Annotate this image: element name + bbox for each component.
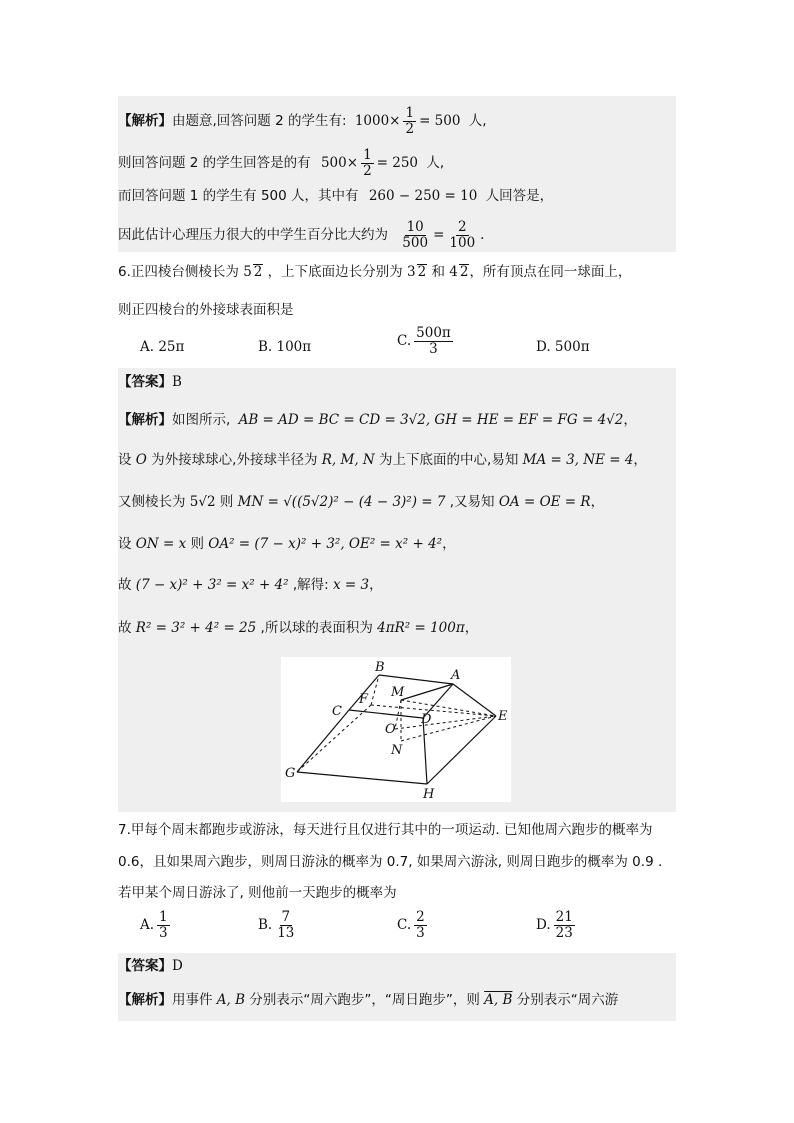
frustum-figure (281, 657, 511, 802)
label-G: G (285, 766, 296, 781)
q7-option-c: C. $\frac{2}{3}$ (397, 909, 425, 941)
q5-analysis-line-4: 因此估计心理压力很大的中学生百分比大约为 $\frac{10}{500}$ = $\frac{2}{100}$ . (118, 219, 485, 251)
q7-answer-line (118, 956, 183, 976)
label-B: B (375, 660, 385, 675)
q7-stem-line-2: 0.6，且如果周六跑步，则周日游泳的概率为 0.7, 如果周六游泳, 则周日跑步的概率为 0.9 . (118, 854, 663, 870)
q6-option-a: A. 25π (140, 339, 185, 355)
fraction: $\frac{1}{2}$ (405, 105, 415, 137)
edge-AE (453, 684, 496, 716)
fraction: $\frac{2}{100}$ (449, 219, 476, 251)
label-F: F (359, 692, 369, 707)
q6-option-b: B. 100π (258, 339, 312, 355)
hidden-segment-ME (401, 700, 496, 716)
hidden-segment-NE (401, 716, 496, 741)
edge-GH (297, 772, 427, 784)
fraction: $\frac{2}{3}$ (416, 909, 425, 941)
edge-DC (349, 710, 423, 718)
fraction: $\frac{1}{2}$ (363, 147, 372, 179)
label-A: A (451, 668, 461, 683)
q6-analysis-line-5: 故 (7 − x)² + 3² = x² + 4² ,解得: x = 3， (118, 577, 383, 593)
q6-analysis-line-4: 设 ON = x 则 OA² = (7 − x)² + 3², OE² = x² + 4²， (118, 536, 456, 552)
analysis-label: 【解析】 (118, 412, 172, 428)
answer-label: 【答案】 (118, 958, 172, 974)
label-C: C (332, 704, 342, 719)
q6-analysis-line-1: 【解析】如图所示, AB = AD = BC = CD = 3√2, GH = HE = EF = FG = 4√2， (118, 412, 637, 428)
analysis-label: 【解析】 (118, 992, 172, 1008)
label-N: N (391, 743, 403, 758)
fraction: $\frac{1}{3}$ (159, 909, 168, 941)
q7-stem-line-1: 7.甲每个周末都跑步或游泳，每天进行且仅进行其中的一项运动. 已知他周六跑步的概率为 (118, 822, 653, 838)
edge-HE (427, 716, 496, 784)
q7-solution-block (118, 953, 676, 1021)
q6-analysis-line-2: 设 O 为外接球球心,外接球半径为 R, M, N 为上下底面的中心,易知 MA = 3, NE = 4， (118, 452, 647, 468)
q7-analysis-line-1: 【解析】用事件 A, B 分别表示“周六跑步”，“周日跑步”，则 A, B 分别表示“周六游 (118, 992, 619, 1008)
fraction: $\frac{7}{13}$ (277, 909, 295, 941)
analysis-label: 【解析】 (118, 113, 172, 129)
answer-label: 【答案】 (118, 374, 172, 390)
label-D: D (421, 712, 432, 727)
label-E: E (498, 709, 508, 724)
label-O: O (385, 722, 396, 737)
q7-stem-line-3: 若甲某个周日游泳了, 则他前一天跑步的概率为 (118, 885, 397, 901)
edge-CG (297, 710, 349, 772)
q7-option-a: A. $\frac{1}{3}$ (140, 909, 168, 941)
fraction: $\frac{500\pi}{3}$ (416, 325, 451, 357)
q6-analysis-line-3: 又侧棱长为 5√2 则 MN = √((5√2)² − (4 − 3)²) = 7 ,又易知 OA = OE = R， (118, 494, 605, 510)
q5-analysis-line-2: 则回答问题 2 的学生回答是的有 500× $\frac{1}{2}$ = 250 人, (118, 147, 445, 179)
q5-analysis-line-1: 【解析】由题意,回答问题 2 的学生有: 1000× $\frac{1}{2}$ = 500 人, (118, 105, 487, 137)
q6-answer-line (118, 372, 182, 392)
edge-BA (379, 675, 453, 684)
answer-value: D (172, 958, 183, 974)
q6-stem-line-2: 则正四棱台的外接球表面积是 (118, 302, 294, 318)
label-M: M (391, 685, 405, 700)
q6-option-d: D. 500π (536, 339, 590, 355)
edge-DH (423, 718, 427, 784)
hidden-segment-OE (395, 716, 496, 729)
q7-option-d: D. $\frac{21}{23}$ (536, 909, 573, 941)
q6-stem-line-1: 6.正四棱台侧棱长为 5 2 ，上下底面边长分别为 3 2 和 4 2，所有顶点在同一球面上， (118, 264, 632, 280)
q7-option-b: B. $\frac{7}{13}$ (258, 909, 295, 941)
q6-option-c: C. $\frac{500\pi}{3}$ (397, 325, 451, 357)
fraction: $\frac{21}{23}$ (555, 909, 573, 941)
fraction: $\frac{10}{500}$ (402, 219, 429, 251)
q6-analysis-line-6: 故 R² = 3² + 4² = 25 ,所以球的表面积为 4πR² = 100π， (118, 620, 479, 636)
label-H: H (423, 787, 435, 802)
answer-value: B (172, 374, 182, 390)
q5-analysis-line-3: 而回答问题 1 的学生有 500 人，其中有 260 − 250 = 10 人回答是， (118, 188, 554, 204)
